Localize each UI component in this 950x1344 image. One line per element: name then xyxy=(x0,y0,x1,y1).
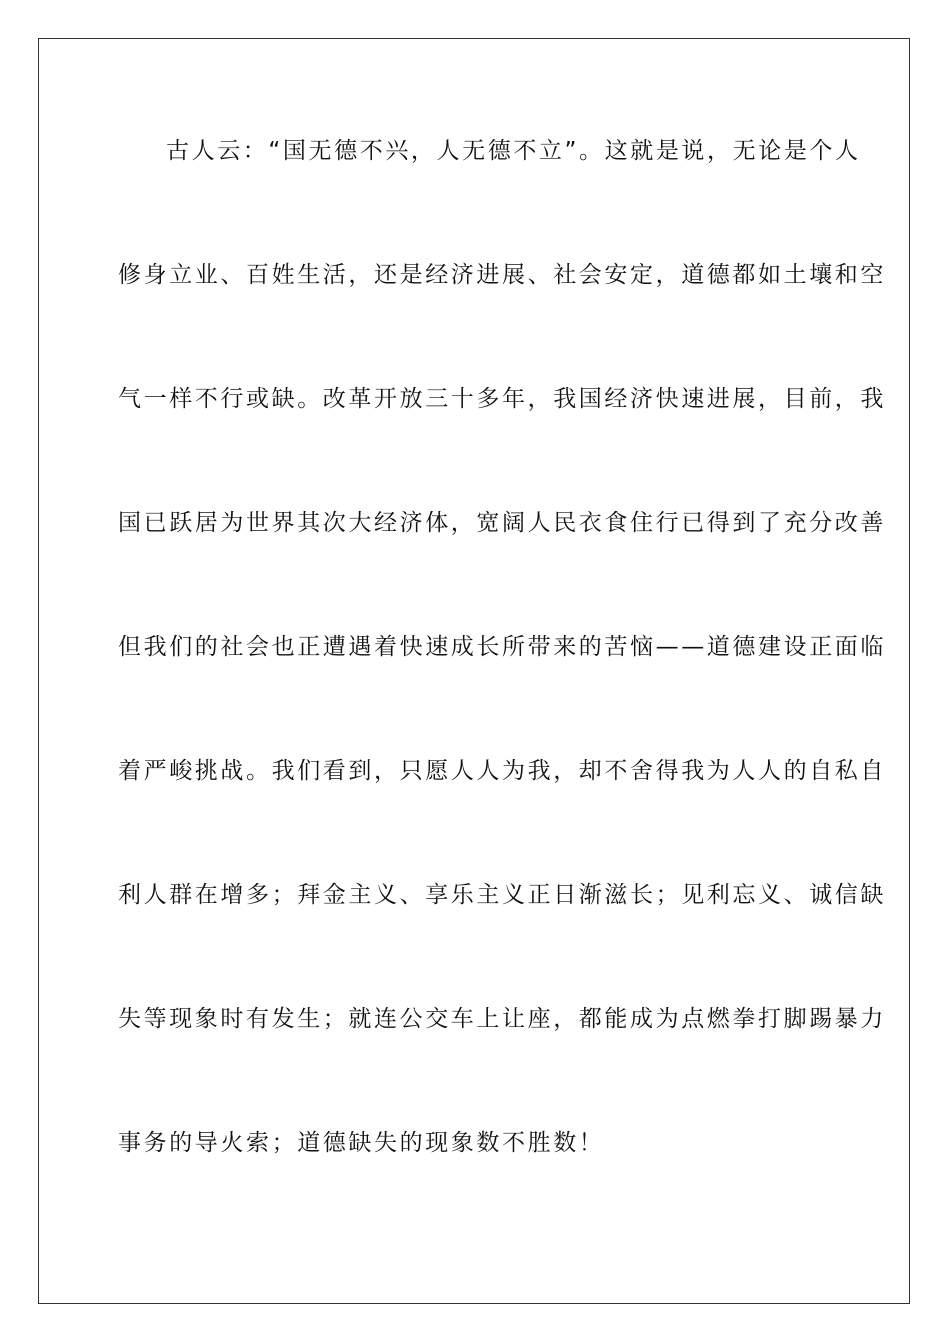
paragraph-line: 气一样不行或缺。改革开放三十多年，我国经济快速进展，目前，我 xyxy=(118,386,886,412)
paragraph-line: 修身立业、百姓生活，还是经济进展、社会安定，道德都如土壤和空 xyxy=(118,262,886,288)
paragraph-line: 利人群在增多；拜金主义、享乐主义正日渐滋长；见利忘义、诚信缺 xyxy=(118,882,886,908)
body-paragraph xyxy=(118,127,886,1243)
paragraph-line: 但我们的社会也正遭遇着快速成长所带来的苦恼——道德建设正面临 xyxy=(118,634,886,660)
paragraph-line: 古人云：“国无德不兴，人无德不立”。这就是说，无论是个人 xyxy=(166,138,861,164)
paragraph-line: 着严峻挑战。我们看到，只愿人人为我，却不舍得我为人人的自私自 xyxy=(118,758,886,784)
paragraph-line: 失等现象时有发生；就连公交车上让座，都能成为点燃拳打脚踢暴力 xyxy=(118,1006,886,1032)
paragraph-line: 国已跃居为世界其次大经济体，宽阔人民衣食住行已得到了充分改善 xyxy=(118,510,886,536)
paragraph-line: 事务的导火索；道德缺失的现象数不胜数！ xyxy=(118,1130,605,1156)
